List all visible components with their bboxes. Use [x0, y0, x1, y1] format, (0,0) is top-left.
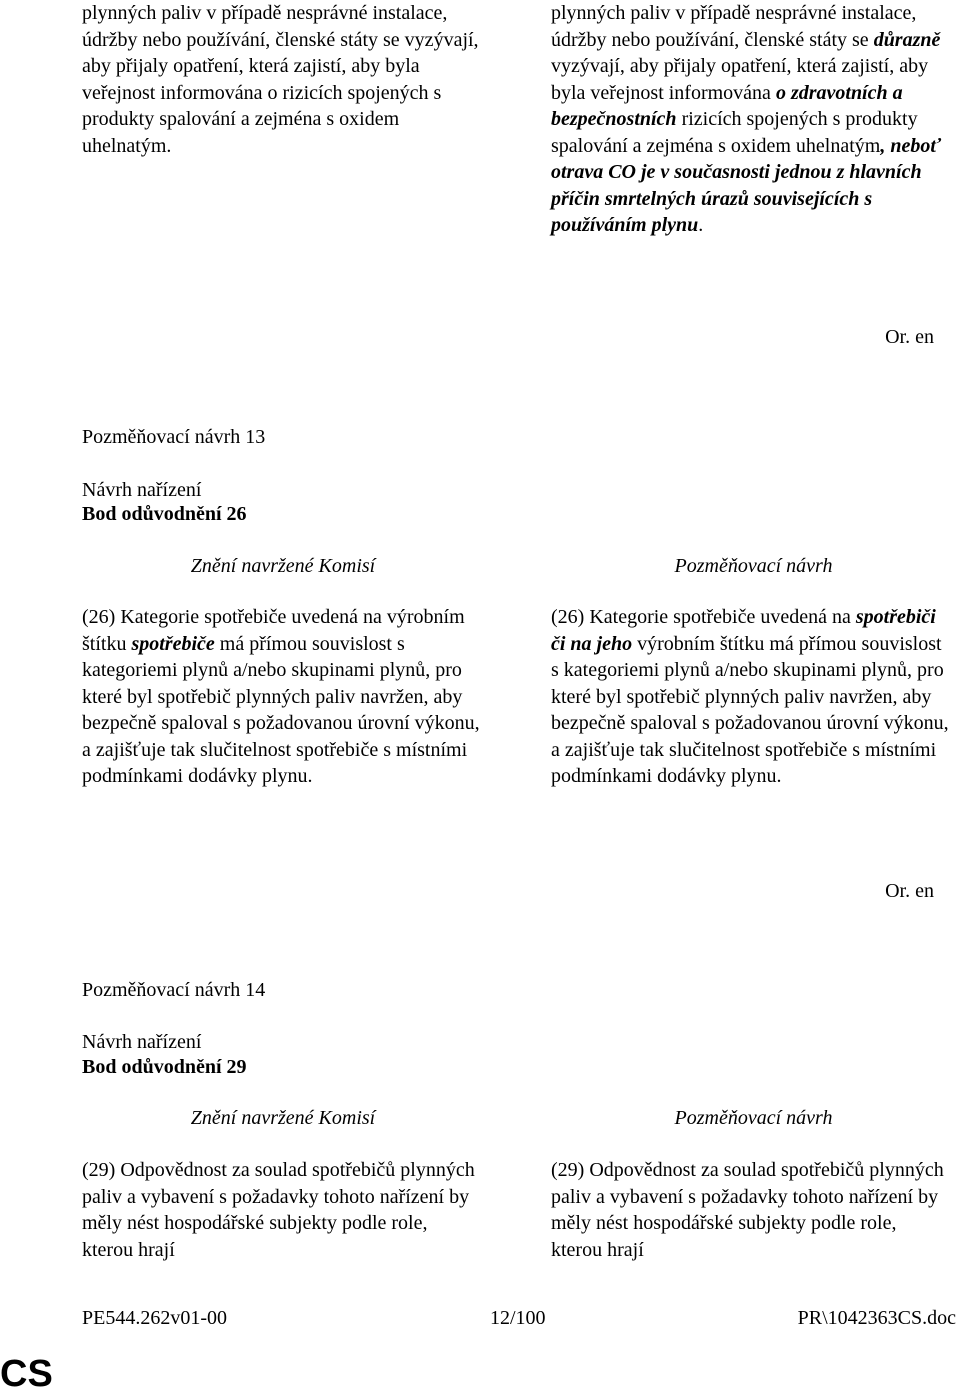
- text-segment: vyzývají, aby přijaly opatření, která zajistí, aby byla veřejnost informována: [551, 55, 929, 104]
- text-segment: důrazně: [873, 28, 941, 51]
- amendment-13-recital: Bod odůvodnění 26: [82, 503, 247, 525]
- text-segment: (26) Kategorie spotřebiče uvedená na výrobním štítku: [82, 606, 465, 655]
- amendment-13-left-text: [82, 604, 492, 790]
- text-segment: výrobním štítku má přímou souvislost s kategoriemi plynů a/nebo skupinami plynů, pro které byl spotřebič plynných paliv navržen, aby bezpečně spaloval s požadovanou úrovní výkonu, a zajišťuje tak slučitelnost spotřebiče s místními podmínkami dodávky plynu.: [551, 632, 949, 787]
- amendment-13-right-header: Pozměňovací návrh: [674, 555, 833, 577]
- block1-left-text: plynných paliv v případě nesprávné instalace, údržby nebo používání, členské státy se vyzývají, aby přijaly opatření, která zajistí, aby byla veřejnost informována o rizicích spojených s produkty spalování a zejména s oxidem uhelnatým.: [82, 2, 479, 157]
- amendment-13-right-text: [551, 604, 951, 790]
- amendment-14-left-text: (29) Odpovědnost za soulad spotřebičů plynných paliv a vybavení s požadavky tohoto nařízení by měly nést hospodářské subjekty podle role, kterou hrají: [82, 1159, 475, 1261]
- language-code: CS: [0, 1353, 53, 1395]
- text-segment: má přímou souvislost s kategoriemi plynů a/nebo skupinami plynů, pro které byl spotřebič plynných paliv navržen, aby bezpečně spaloval s požadovanou úrovní výkonu, a zajišťuje tak slučitelnost spotřebiče s místními podmínkami dodávky plynu.: [82, 632, 480, 787]
- text-segment: spotřebiče: [131, 632, 215, 655]
- amendment-13-origin: Or. en: [885, 880, 934, 902]
- text-segment: plynných paliv v případě nesprávné instalace, údržby nebo používání, členské státy se: [551, 2, 917, 51]
- amendment-14-recital: Bod odůvodnění 29: [82, 1056, 247, 1078]
- amendment-13-left-header: Znění navržené Komisí: [190, 555, 376, 577]
- amendment-13-title: Pozměňovací návrh 13: [82, 426, 266, 448]
- block1-origin: Or. en: [885, 326, 934, 348]
- text-segment: o zdravotních a bezpečnostních: [551, 81, 903, 130]
- amendment-14-left-header: Znění navržené Komisí: [190, 1107, 376, 1129]
- amendment-14-title: Pozměňovací návrh 14: [82, 979, 266, 1001]
- amendment-14-right-header: Pozměňovací návrh: [674, 1107, 833, 1129]
- text-segment: , neboť otrava CO je v současnosti jednou z hlavních příčin smrtelných úrazů souvisejících s používáním plynu: [551, 134, 941, 236]
- footer-page-number: 12/100: [490, 1307, 546, 1329]
- footer-doc-id: PE544.262v01-00: [82, 1307, 227, 1329]
- text-segment: spotřebiči či na jeho: [551, 606, 936, 655]
- text-segment: rizicích spojených s produkty spalování a zejména s oxidem uhelnatým: [551, 108, 918, 157]
- text-segment: (26) Kategorie spotřebiče uvedená na: [551, 606, 856, 628]
- amendment-13-proposal: Návrh nařízení: [82, 479, 202, 501]
- block1-right-text: [551, 0, 951, 239]
- footer-file-name: PR\1042363CS.doc: [797, 1307, 956, 1329]
- amendment-14-proposal: Návrh nařízení: [82, 1031, 202, 1053]
- text-segment: .: [698, 214, 704, 236]
- amendment-14-right-text: (29) Odpovědnost za soulad spotřebičů plynných paliv a vybavení s požadavky tohoto nařízení by měly nést hospodářské subjekty podle role, kterou hrají: [551, 1159, 944, 1261]
